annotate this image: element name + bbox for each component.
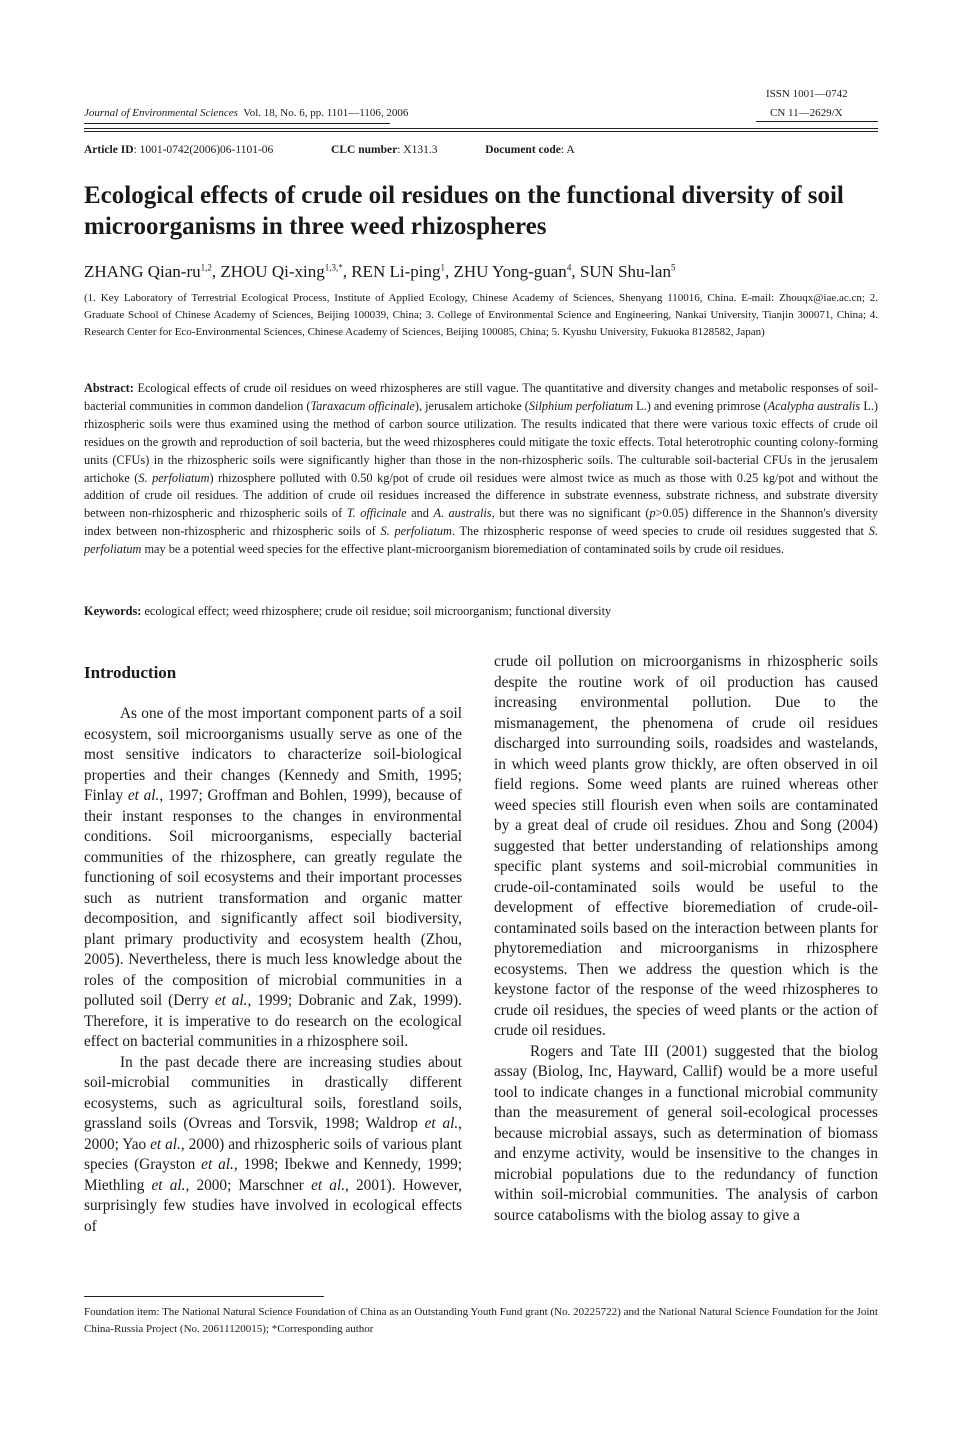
affiliations: (1. Key Laboratory of Terrestrial Ecological Process, Institute of Applied Ecology, Chinese Academy of Sciences, Shenyang 110016, China. E-mail: Zhouqx@iae.ac.cn; 2. Graduate School of Chinese Academy of Sciences, Beijing 100039, China; 3. College of Environmental Science and Engineering, Nankai University, Tianjin 300071, China; 4. Research Center for Eco-Environmental Sciences, Chinese Academy of Sciences, Beijing 100085, China; 5. Kyushu University, Fukuoka 8128582, Japan): [84, 292, 878, 338]
article-id: : 1001-0742(2006)06-1101-06: [133, 144, 274, 156]
author-1: ZHANG Qian-ru$^{1,2}$: [84, 262, 212, 281]
section-heading-introduction: Introduction: [84, 663, 177, 682]
article-id-label: Article ID: [84, 144, 134, 156]
body-column-right: [494, 652, 878, 1226]
author-2: ZHOU Qi-xing$^{1,3,*}$: [220, 262, 343, 281]
intro-paragraph-2: In the past decade there are increasing studies about soil-microbial communities in drastically different ecosystems, such as agricultural soils, forestland soils, grassland soils (Ovreas and Torsvik, 1998; Waldrop et al., 2000; Yao et al., 2000) and rhizospheric soils of various plant species (Grayston et al., 1998; Ibekwe and Kennedy, 1999; Miethling et al., 2000; Marschner et al., 2001). However, surprisingly few studies have involved in ecological effects of: [84, 1053, 462, 1235]
author-5: SUN Shu-lan$^5$: [579, 262, 676, 281]
journal-line: [84, 107, 484, 119]
header-rule-right: [756, 121, 878, 122]
keywords-label: Keywords:: [84, 604, 142, 618]
abstract-label: Abstract:: [84, 381, 134, 395]
keywords: [84, 604, 878, 619]
footnote: Foundation item: The National Natural Science Foundation of China as an Outstanding Youth Fund grant (No. 20225722) and the National Natural Science Foundation for the Joint China-Russia Project (No. 20611120015); *Corresponding author: [84, 1306, 878, 1335]
intro-paragraph-1: As one of the most important component parts of a soil ecosystem, soil microorganisms usually serve as one of the most sensitive indicators to characterize soil-biological properties and their changes (Kennedy and Smith, 1995; Finlay et al., 1997; Groffman and Bohlen, 1999), because of their instant responses to the changes in environmental conditions. Soil microorganisms, especially bacterial communities of the rhizosphere, can greatly regulate the functioning of soil ecosystems and their important processes such as nutrient transformation and organic matter decomposition, and significantly affect soil biodiversity, plant primary productivity and ecosystem health (Zhou, 2005). Nevertheless, there is much less knowledge about the roles of the composition of microbial communities in a polluted soil (Derry et al., 1999; Dobranic and Zak, 1999). Therefore, it is imperative to do research on the ecological effect on bacterial communities in a rhizosphere soil.: [84, 705, 462, 1050]
intro-paragraph-3: crude oil pollution on microorganisms in rhizospheric soils despite the routine work of oil production has caused increasing environmental pollution. Due to the mismanagement, the phenomena of crude oil residues discharged into surrounding soils, roadsides and wastelands, in which weed plants grow thickly, are often observed in oil field regions. Some weed plants are ruined whereas other weed species still flourish even when soils are contaminated by a great deal of crude oil residues. Zhou and Song (2004) suggested that better understanding of relationships among specific plant systems and soil-microbial communities in crude-oil-contaminated soils would be useful to the development of effective bioremediation of crude-oil-contaminated soils based on the interaction between plants for phytoremediation and microorganisms in rhizosphere ecosystems. Then we address the question which is the keystone factor of the response of the weed rhizospheres to crude oil residues, the species of weed plants or the action of crude oil residues.: [494, 653, 878, 1039]
clc-number: : X131.3: [397, 144, 438, 156]
issn-label: ISSN 1001—0742: [766, 88, 848, 100]
intro-paragraph-4: Rogers and Tate III (2001) suggested that the biolog assay (Biolog, Inc, Hayward, Callif) would be a more useful tool to indicate changes in a functional microbial community than the measurement of general soil-ecological processes because microbial assays, such as determination of biomass and enzyme activity, would be insensitive to the changes in microbial populations due to the redundancy of function within soil-microbial communities. The analysis of carbon source catabolisms with the biolog assay to give a: [494, 1042, 878, 1224]
author-4: ZHU Yong-guan$^4$: [453, 262, 572, 281]
header-rule-thin: [84, 131, 878, 132]
header-rule-left: [84, 123, 390, 124]
header-rule: [84, 128, 878, 129]
article-meta: [84, 144, 878, 156]
footnote-rule: [84, 1296, 324, 1297]
doc-code: : A: [560, 144, 575, 156]
body-column-left: [84, 652, 462, 1237]
journal-issue: Vol. 18, No. 6, pp. 1101—1106, 2006: [243, 107, 409, 119]
doc-code-label: Document code: [485, 144, 561, 156]
abstract: Abstract: Ecological effects of crude oil residues on weed rhizospheres are still vague. The quantitative and diversity changes and metabolic responses of soil-bacterial communities in common dandelion (Taraxacum officinale), jerusalem artichoke (Silphium perfoliatum L.) and evening primrose (Acalypha australis L.) rhizospheric soils were thus examined using the method of carbon source utilization. The results indicated that there were various toxic effects of crude oil residues on the growth and reproduction of soil bacteria, but the weed rhizospheres could mitigate the toxic effects. Total heterotrophic counting colony-forming units (CFUs) in the rhizospheric soils were significantly higher than those in the non-rhizospheric soils. The culturable soil-bacterial CFUs in the jerusalem artichoke (S. perfoliatum) rhizosphere polluted with 0.50 kg/pot of crude oil residues were almost twice as much as those with 0.25 kg/pot and without the addition of crude oil residues. The addition of crude oil residues increased the difference in substrate evenness, substrate richness, and substrate diversity between non-rhizospheric and rhizospheric soils of T. officinale and A. australis, but there was no significant (p>0.05) difference in the Shannon's diversity index between non-rhizospheric and rhizospheric soils of S. perfoliatum. The rhizospheric response of weed species to crude oil residues suggested that S. perfoliatum may be a potential weed species for the effective plant-microorganism bioremediation of contaminated soils by crude oil residues.: [84, 381, 879, 557]
clc-label: CLC number: [331, 144, 398, 156]
author-list: ZHANG Qian-ru$^{1,2}$, ZHOU Qi-xing$^{1,3,*}$, REN Li-ping$^1$, ZHU Yong-guan$^4$, SUN Shu-lan$^5$: [84, 262, 676, 281]
author-3: REN Li-ping$^1$: [351, 262, 445, 281]
journal-name: Journal of Environmental Sciences: [84, 107, 238, 119]
cn-label: CN 11—2629/X: [770, 107, 843, 119]
keywords-text: ecological effect; weed rhizosphere; crude oil residue; soil microorganism; functional diversity: [141, 604, 612, 618]
paper-title: Ecological effects of crude oil residues on the functional diversity of soil microorganisms in three weed rhizospheres: [84, 182, 844, 240]
